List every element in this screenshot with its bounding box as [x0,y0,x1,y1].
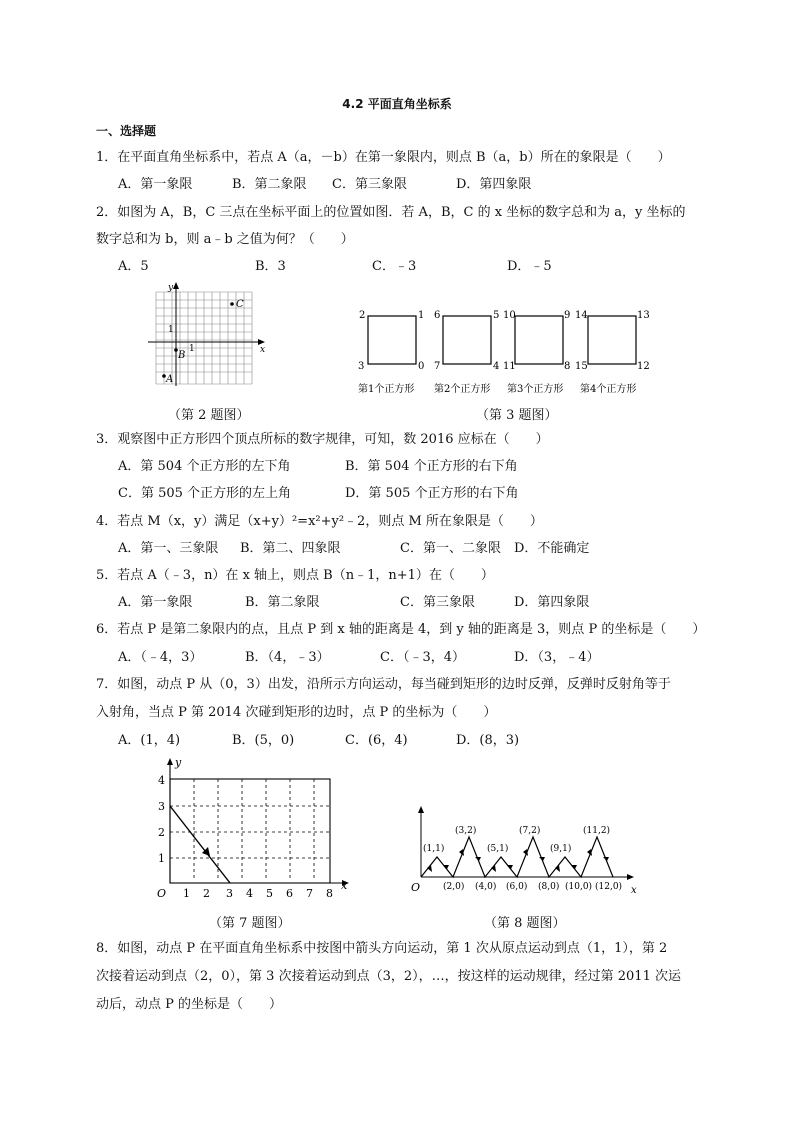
q4-option-d: D．不能确定 [514,541,590,556]
q7-x-label: x [341,879,348,892]
question-1-text: 1．在平面直角坐标系中，若点 A（a，－b）在第一象限内，则点 B（a，b）所在的象限是（ ） [96,150,671,165]
svg-text:15: 15 [575,361,588,372]
q8-point-6: (6,0) [506,882,528,892]
q8-point-12: (12,0) [595,882,623,892]
question-8-text-line2: 次接着运动到点（2，0），第 3 次接着运动到点（3，2），…，按这样的运动规律，经过第 2011 次运 [96,969,681,984]
q8-point-9: (9,1) [550,844,572,854]
svg-text:13: 13 [637,310,650,321]
q3-square-4-label: 第4个正方形 [580,384,637,395]
q6-option-a: A．（﹣4，3） [118,650,203,665]
question-2-text-line1: 2．如图为 A，B，C 三点在坐标平面上的位置如图．若 A，B，C 的 x 坐标的数字总和为 a，y 坐标的 [96,205,686,220]
svg-text:3: 3 [358,361,365,372]
q7-option-d: D．(8，3) [456,733,520,748]
svg-text:6: 6 [286,887,293,900]
q4-option-c: C．第一、二象限 [400,541,501,556]
q7-rectangle-border [170,779,330,883]
q3-square-2 [443,316,491,364]
q3-square-3 [515,316,563,364]
svg-text:8: 8 [564,361,571,372]
q2-x-label: x [260,345,266,355]
question-6-text: 6．若点 P 是第二象限内的点，且点 P 到 x 轴的距离是 4，到 y 轴的距离是 3，则点 P 的坐标是（ ） [96,622,706,637]
q5-option-a: A．第一象限 [118,595,193,610]
q3-option-b: B．第 504 个正方形的右下角 [345,459,518,474]
q4-option-a: A．第一、三象限 [118,541,219,556]
svg-text:1: 1 [158,852,165,865]
figure-q8-zigzag [405,805,645,905]
q5-option-c: C．第三象限 [400,595,475,610]
question-8-text-line3: 动后，动点 P 的坐标是（ ） [96,997,283,1012]
q7-path [170,806,230,883]
svg-text:3: 3 [226,887,233,900]
q8-x-label: x [631,885,637,896]
q2-one-y: 1 [168,325,174,335]
q6-option-d: D．（3，﹣4） [514,650,600,665]
q1-option-b: B．第二象限 [232,177,307,192]
svg-text:3: 3 [158,800,165,813]
question-7-text-line1: 7．如图，动点 P 从（0，3）出发，沿所示方向运动，每当碰到矩形的边时反弹，反弹时反射角等于 [96,677,671,692]
q7-option-a: A．(1，4) [118,733,181,748]
q1-option-c: C．第三象限 [332,177,407,192]
q8-point-1: (1,1) [423,844,445,854]
figure-q2-grid [140,280,270,390]
svg-text:1: 1 [418,310,425,321]
q1-option-d: D．第四象限 [456,177,532,192]
q5-option-d: D．第四象限 [514,595,590,610]
section-heading: 一、选择题 [96,124,157,138]
question-7-text-line2: 入射角，当点 P 第 2014 次碰到矩形的边时，点 P 的坐标为（ ） [96,705,497,720]
q3-figure-caption: （第 3 题图） [476,408,558,423]
q3-square-3-label: 第3个正方形 [507,384,564,395]
svg-text:9: 9 [564,310,571,321]
q3-option-a: A．第 504 个正方形的左下角 [118,459,291,474]
q5-option-b: B．第二象限 [245,595,320,610]
q2-y-label: y [168,283,174,293]
svg-text:1: 1 [183,887,190,900]
svg-text:5: 5 [266,887,273,900]
q2-option-a: A．5 [118,259,149,274]
svg-text:4: 4 [246,887,253,900]
svg-text:8: 8 [326,887,333,900]
q8-figure-caption: （第 8 题图） [484,916,566,931]
q3-square-4 [588,316,636,364]
q2-one-x: 1 [189,344,195,354]
question-8-text-line1: 8．如图，动点 P 在平面直角坐标系中按图中箭头方向运动，第 1 次从原点运动到点（1，1），第 2 [96,941,668,956]
svg-text:7: 7 [434,361,441,372]
q7-y-label: y [175,756,182,769]
q8-point-7: (7,2) [519,826,541,836]
q8-point-5: (5,1) [487,844,509,854]
q3-square-1 [368,316,416,364]
q7-origin: O [157,887,167,900]
svg-text:12: 12 [637,361,650,372]
svg-text:5: 5 [493,310,500,321]
q1-option-a: A．第一象限 [118,177,193,192]
svg-text:2: 2 [203,887,210,900]
svg-text:14: 14 [575,310,588,321]
q8-point-4: (4,0) [475,882,497,892]
q6-option-c: C．（﹣3，4） [380,650,465,665]
svg-text:2: 2 [158,826,165,839]
q8-point-10: (10,0) [565,882,593,892]
q8-point-11: (11,2) [583,826,611,836]
svg-text:7: 7 [306,887,313,900]
q3-square-2-label: 第2个正方形 [434,384,491,395]
question-3-text: 3．观察图中正方形四个顶点所标的数字规律，可知，数 2016 应标在（ ） [96,432,549,447]
q8-point-8: (8,0) [538,882,560,892]
figure-q3-squares [350,306,660,398]
q7-option-c: C．(6，4) [345,733,408,748]
question-5-text: 5．若点 A（﹣3，n）在 x 轴上，则点 B（n﹣1，n+1）在（ ） [96,568,494,583]
svg-text:0: 0 [418,361,425,372]
question-4-text: 4．若点 M（x，y）满足（x+y）²=x²+y²﹣2，则点 M 所在象限是（ ） [96,514,543,529]
q3-square-1-label: 第1个正方形 [358,384,415,395]
q2-option-b: B．3 [255,259,286,274]
q8-origin: O [411,881,421,894]
q3-option-d: D．第 505 个正方形的右下角 [345,486,519,501]
svg-text:10: 10 [503,310,516,321]
svg-text:4: 4 [493,361,500,372]
q3-option-c: C．第 505 个正方形的左上角 [118,486,292,501]
q4-option-b: B．第二、四象限 [240,541,341,556]
q2-option-d: D．﹣5 [507,259,552,274]
q8-point-2: (2,0) [443,882,465,892]
svg-text:2: 2 [359,310,366,321]
q6-option-b: B．（4，﹣3） [245,650,330,665]
q8-point-3: (3,2) [455,826,477,836]
figure-q7-rectangle [148,755,358,905]
q2-label-b: B [178,350,186,361]
q7-option-b: B．(5，0) [232,733,295,748]
q8-path [421,837,613,877]
q2-label-a: A [166,374,174,385]
q2-label-c: C [236,299,244,310]
svg-text:6: 6 [434,310,441,321]
page-title: 4.2 平面直角坐标系 [342,97,452,111]
question-2-text-line2: 数字总和为 b，则 a﹣b 之值为何？（ ） [96,232,354,247]
q7-figure-caption: （第 7 题图） [209,916,291,931]
q2-option-c: C．﹣3 [372,259,417,274]
svg-text:11: 11 [503,361,516,372]
q2-figure-caption: （第 2 题图） [168,408,250,423]
svg-text:4: 4 [158,774,165,787]
q2-point-c [230,302,234,306]
